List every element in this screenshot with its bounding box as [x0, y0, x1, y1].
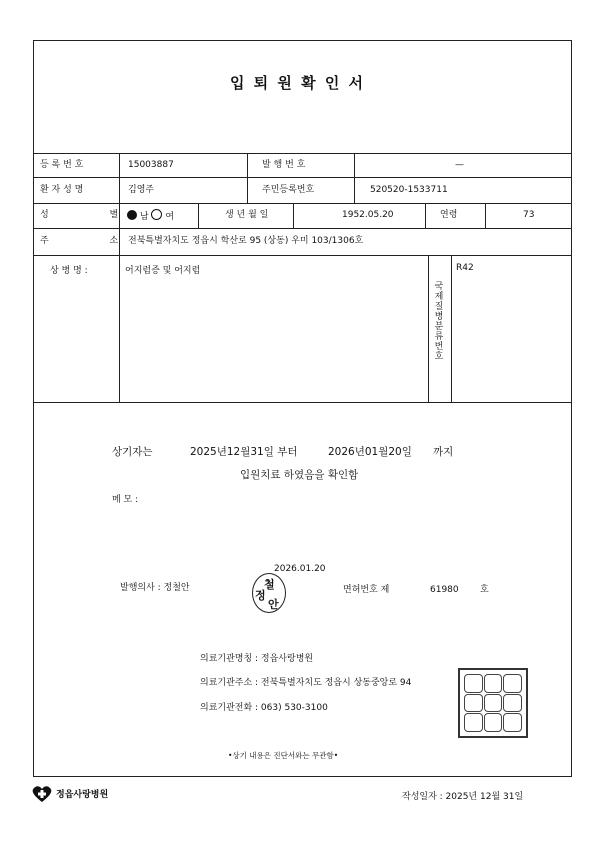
- seal-char-3: 안: [268, 598, 279, 611]
- memo-label: 메 모 :: [112, 495, 139, 505]
- row-line-3: [33, 228, 572, 229]
- hospital-seal-icon: [458, 668, 528, 738]
- issue-no-value: —: [455, 160, 464, 170]
- age-label-col-line: [425, 203, 426, 228]
- mid-col-line-a: [247, 153, 248, 203]
- sex-col-line: [198, 203, 199, 228]
- resident-no-label: 주민등록번호: [262, 185, 315, 195]
- row-line-2: [33, 203, 572, 204]
- sex-female-label: 여: [165, 212, 175, 222]
- seal-char-2: 정: [255, 589, 266, 602]
- birth-label: 생 년 월 일: [225, 210, 269, 220]
- reg-no-value: 15003887: [128, 160, 174, 170]
- age-value: 73: [523, 210, 535, 220]
- doctor-name: 발행의사 : 정철안: [120, 583, 190, 593]
- mid-col-line-b: [354, 153, 355, 203]
- table-top-line: [33, 153, 572, 154]
- confirm-until: 까지: [433, 446, 454, 458]
- diagnosis-label: 상 병 명 :: [50, 266, 88, 276]
- patient-label: 환 자 성 명: [40, 185, 84, 195]
- reg-no-label: 등 록 번 호: [40, 160, 84, 170]
- birth-value: 1952.05.20: [342, 210, 394, 220]
- confirm-prefix: 상기자는: [112, 446, 153, 458]
- resident-no-value: 520520-1533711: [370, 185, 448, 195]
- female-radio-icon: [151, 209, 162, 220]
- institution-address: 의료기관주소 : 전북특별자치도 정읍시 상동중앙로 94: [200, 678, 412, 688]
- confirm-to: 2026년01월20일: [328, 446, 412, 458]
- patient-name: 김영주: [128, 185, 155, 195]
- code-col-line-b: [451, 255, 452, 402]
- confirm-line2: 입원치료 하였음을 확인함: [240, 469, 359, 481]
- row-line-1: [33, 177, 572, 178]
- hospital-logo-icon: [31, 785, 53, 803]
- institution-name: 의료기관명칭 : 정읍사랑병원: [200, 654, 314, 664]
- label-col-line: [119, 153, 120, 255]
- hospital-logo-text: 정읍사랑병원: [56, 790, 109, 800]
- birth-col-line: [293, 203, 294, 228]
- document-frame: [33, 40, 572, 777]
- license-label: 면허번호 제: [343, 585, 390, 595]
- notice-text: •상기 내용은 진단서와는 무관함•: [228, 751, 339, 760]
- sex-label: 성 별: [40, 210, 119, 220]
- disease-code-label: 국제질병분류번호: [434, 282, 444, 362]
- age-label: 연령: [440, 210, 458, 220]
- confirm-from: 2025년12월31일 부터: [190, 446, 298, 458]
- row-line-4: [33, 255, 572, 256]
- address-label: 주 소: [40, 236, 119, 246]
- doctor-seal-icon: [252, 573, 286, 613]
- license-no: 61980: [430, 585, 459, 595]
- seal-char-1: 철: [264, 578, 275, 591]
- address-value: 전북특별자치도 정읍시 학산로 95 (상동) 우미 103/1306호: [128, 236, 364, 246]
- issue-no-label: 발 행 번 호: [262, 160, 306, 170]
- diag-label-col-line: [119, 255, 120, 402]
- institution-phone: 의료기관전화 : 063) 530-3100: [200, 703, 328, 713]
- code-col-line-a: [428, 255, 429, 402]
- sex-male-label: 남: [139, 212, 149, 222]
- sex-options: [127, 209, 174, 223]
- sign-date: 2026.01.20: [274, 564, 326, 574]
- diagnosis-value: 어지럼증 및 어지럼: [125, 266, 201, 276]
- license-suffix: 호: [480, 585, 489, 595]
- written-date: 작성일자 : 2025년 12월 31일: [402, 792, 524, 802]
- document-title: 입 퇴 원 확 인 서: [229, 74, 366, 92]
- disease-code-value: R42: [456, 263, 474, 273]
- age-col-line: [485, 203, 486, 228]
- diagnosis-bottom-line: [33, 402, 572, 403]
- male-radio-icon: [127, 210, 137, 220]
